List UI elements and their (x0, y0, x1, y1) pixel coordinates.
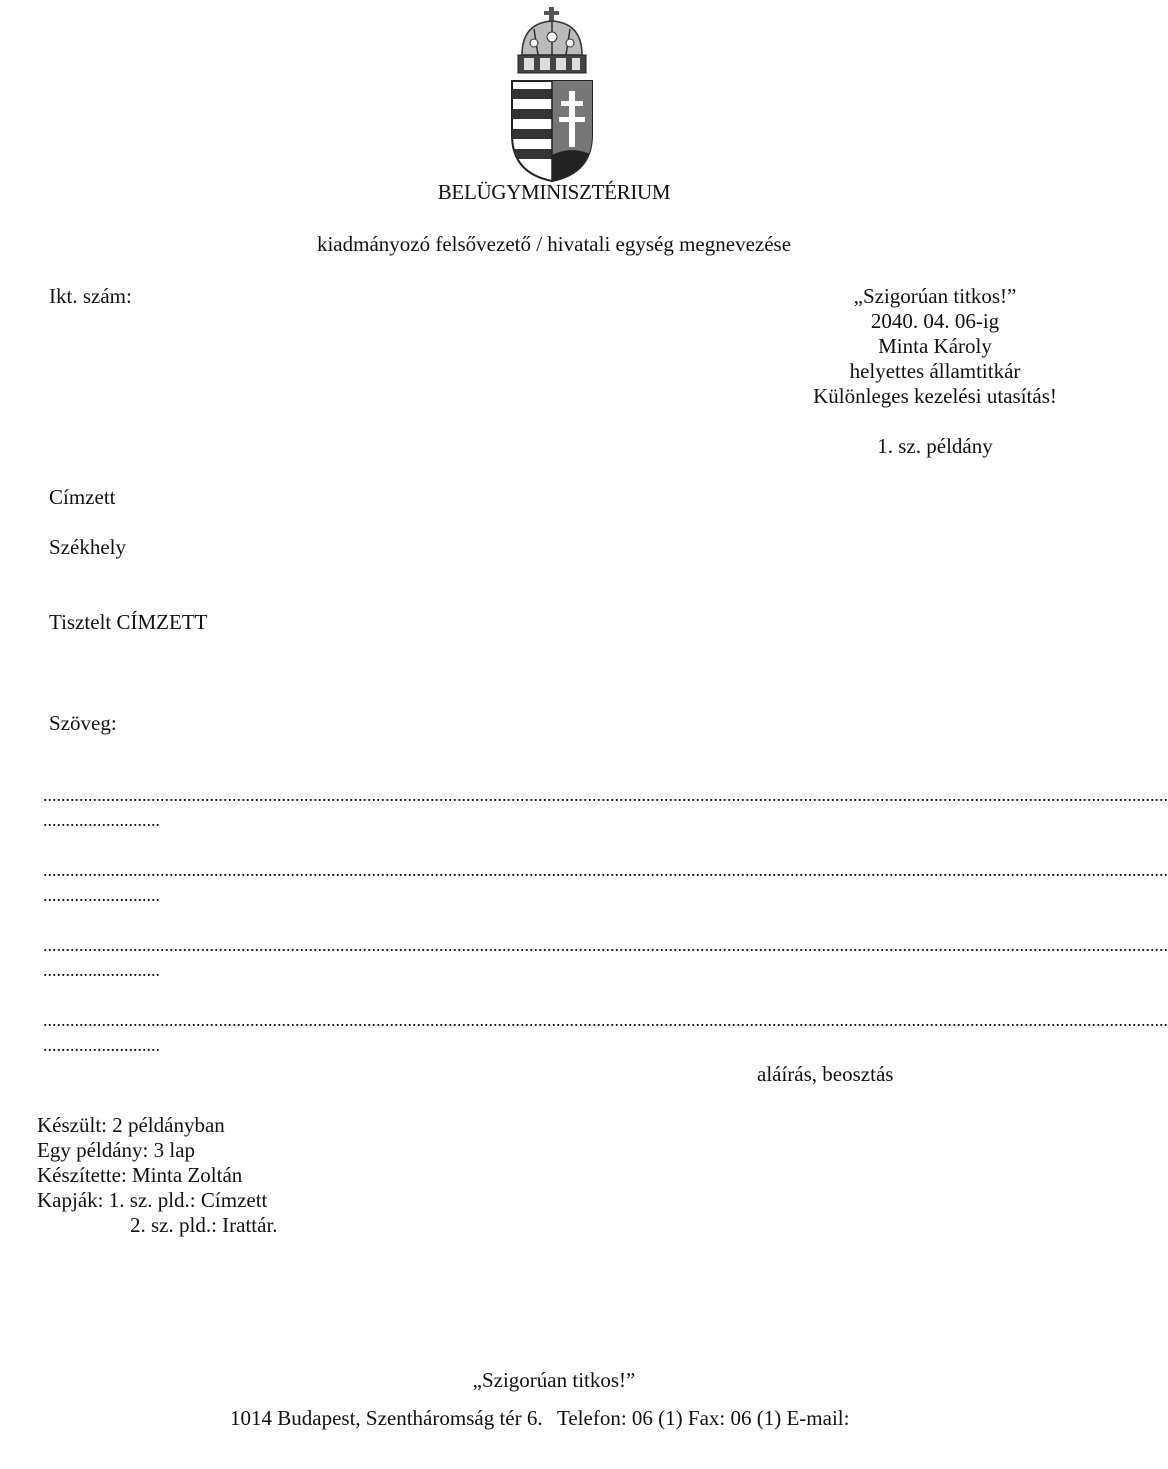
footer-classification: „Szigorúan titkos!” (472, 1368, 636, 1392)
document-metadata (37, 1113, 278, 1238)
distribution-line-1: Kapják: 1. sz. pld.: Címzett (37, 1188, 268, 1212)
dotted-line: .......................................................................................................................................................................................................................................................... (43, 1010, 1168, 1030)
copies-made: Készült: 2 példányban (37, 1113, 225, 1137)
prepared-by: Készítette: Minta Zoltán (37, 1163, 243, 1187)
distribution-line-2: 2. sz. pld.: Irattár. (130, 1213, 278, 1237)
ministry-name: BELÜGYMINISZTÉRIUM (437, 180, 671, 204)
classifier-title: helyettes államtitkár (849, 359, 1021, 383)
recipient-seat: Székhely (49, 535, 126, 559)
dotted-line: .......................................................................................................................................................................................................................................................... (43, 785, 1168, 805)
coat-of-arms-emblem (504, 5, 600, 183)
recipient-addressee: Címzett (49, 485, 116, 509)
issuing-unit: kiadmányozó felsővezető / hivatali egység megnevezése (316, 232, 792, 256)
classification-valid-until: 2040. 04. 06-ig (870, 309, 1000, 333)
handling-instruction: Különleges kezelési utasítás! (813, 384, 1057, 408)
copy-number: 1. sz. példány (877, 434, 993, 458)
classification-block (800, 284, 1070, 459)
classification-level: „Szigorúan titkos!” (853, 284, 1017, 308)
page-count: Egy példány: 3 lap (37, 1138, 196, 1162)
dotted-line-short: .......................... (43, 810, 160, 830)
footer-contact: Telefon: 06 (1) Fax: 06 (1) E-mail: (557, 1406, 850, 1430)
reference-number-label: Ikt. szám: (49, 284, 132, 308)
body-text-label: Szöveg: (49, 711, 117, 735)
dotted-line: .......................................................................................................................................................................................................................................................... (43, 860, 1168, 880)
dotted-line: .......................................................................................................................................................................................................................................................... (43, 935, 1168, 955)
dotted-line-short: .......................... (43, 885, 160, 905)
footer-address: 1014 Budapest, Szentháromság tér 6. (230, 1406, 543, 1430)
classifier-name: Minta Károly (878, 334, 992, 358)
signature-label: aláírás, beosztás (757, 1062, 894, 1086)
salutation: Tisztelt CÍMZETT (49, 610, 208, 634)
dotted-line-short: .......................... (43, 1035, 160, 1055)
dotted-line-short: .......................... (43, 960, 160, 980)
